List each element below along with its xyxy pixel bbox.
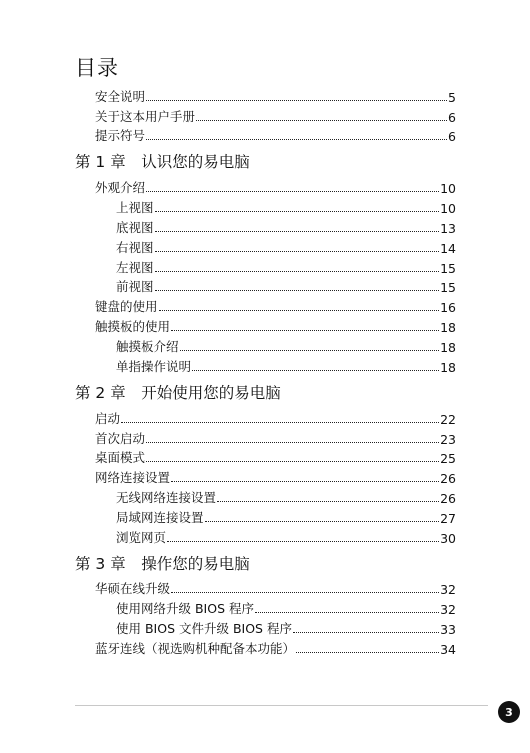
dot-leader bbox=[155, 290, 440, 291]
toc-entry-label: 网络连接设置 bbox=[95, 470, 171, 485]
dot-leader bbox=[293, 632, 439, 633]
toc-entry-label: 使用 BIOS 文件升级 BIOS 程序 bbox=[116, 621, 292, 636]
page-number-badge: 3 bbox=[498, 701, 520, 723]
dot-leader bbox=[196, 120, 447, 121]
dot-leader bbox=[155, 251, 440, 252]
toc-entry-page: 14 bbox=[440, 241, 456, 256]
chapter-3-heading[interactable]: 第 3 章 操作您的易电脑 bbox=[75, 555, 250, 573]
toc-entry-page: 18 bbox=[440, 340, 456, 355]
toc-entry-label: 使用网络升级 BIOS 程序 bbox=[116, 601, 254, 616]
footer-divider bbox=[75, 705, 488, 706]
toc-entry-page: 18 bbox=[440, 360, 456, 375]
toc-entry-front-view[interactable] bbox=[116, 275, 456, 295]
toc-entry-label: 浏览网页 bbox=[116, 530, 167, 545]
toc-entry-label: 键盘的使用 bbox=[95, 299, 158, 314]
dot-leader bbox=[192, 370, 439, 371]
toc-entry-page: 15 bbox=[440, 280, 456, 295]
page-title: 目录 bbox=[75, 56, 119, 80]
toc-entry-page: 6 bbox=[448, 110, 456, 125]
toc-entry-label: 底视图 bbox=[116, 220, 154, 235]
dot-leader bbox=[171, 481, 439, 482]
toc-entry-page: 26 bbox=[440, 491, 456, 506]
dot-leader bbox=[155, 231, 440, 232]
toc-entry-left-view[interactable] bbox=[116, 256, 456, 276]
toc-entry-label: 关于这本用户手册 bbox=[95, 109, 196, 124]
toc-entry-page: 23 bbox=[440, 432, 456, 447]
toc-entry-lan[interactable] bbox=[116, 506, 456, 526]
toc-entry-page: 15 bbox=[440, 261, 456, 276]
toc-entry-page: 10 bbox=[440, 181, 456, 196]
toc-entry-label: 单指操作说明 bbox=[116, 359, 192, 374]
dot-leader bbox=[146, 139, 447, 140]
dot-leader bbox=[217, 501, 439, 502]
dot-leader bbox=[146, 442, 439, 443]
toc-entry-network-settings[interactable] bbox=[95, 466, 456, 486]
toc-entry-first-startup[interactable] bbox=[95, 427, 456, 447]
toc-entry-label: 首次启动 bbox=[95, 431, 146, 446]
toc-entry-label: 外观介绍 bbox=[95, 180, 146, 195]
toc-entry-safety[interactable] bbox=[95, 85, 456, 105]
dot-leader bbox=[171, 330, 439, 331]
dot-leader bbox=[180, 350, 440, 351]
toc-entry-label: 华硕在线升级 bbox=[95, 581, 171, 596]
toc-entry-single-finger[interactable] bbox=[116, 355, 456, 375]
toc-entry-bottom-view[interactable] bbox=[116, 216, 456, 236]
toc-entry-label: 安全说明 bbox=[95, 89, 146, 104]
toc-entry-label: 无线网络连接设置 bbox=[116, 490, 217, 505]
toc-entry-exterior[interactable] bbox=[95, 176, 456, 196]
toc-entry-bluetooth[interactable] bbox=[95, 637, 456, 657]
chapter-1-heading[interactable]: 第 1 章 认识您的易电脑 bbox=[75, 153, 250, 171]
toc-entry-keyboard[interactable] bbox=[95, 295, 456, 315]
dot-leader bbox=[255, 612, 439, 613]
toc-entry-label: 左视图 bbox=[116, 260, 154, 275]
dot-leader bbox=[205, 521, 440, 522]
toc-entry-touchpad[interactable] bbox=[95, 315, 456, 335]
dot-leader bbox=[171, 592, 439, 593]
toc-entry-bios-file[interactable] bbox=[116, 617, 456, 637]
toc-entry-page: 6 bbox=[448, 129, 456, 144]
toc-entry-page: 26 bbox=[440, 471, 456, 486]
toc-entry-online-update[interactable] bbox=[95, 577, 456, 597]
toc-entry-label: 右视图 bbox=[116, 240, 154, 255]
toc-entry-page: 30 bbox=[440, 531, 456, 546]
toc-entry-label: 触摸板的使用 bbox=[95, 319, 171, 334]
toc-entry-top-view[interactable] bbox=[116, 196, 456, 216]
toc-entry-right-view[interactable] bbox=[116, 236, 456, 256]
toc-entry-page: 33 bbox=[440, 622, 456, 637]
toc-entry-startup[interactable] bbox=[95, 407, 456, 427]
toc-entry-browse-web[interactable] bbox=[116, 526, 456, 546]
dot-leader bbox=[155, 271, 440, 272]
toc-entry-label: 蓝牙连线（视选购机种配备本功能） bbox=[95, 641, 296, 656]
dot-leader bbox=[146, 461, 439, 462]
toc-entry-bios-network[interactable] bbox=[116, 597, 456, 617]
chapter-2-heading[interactable]: 第 2 章 开始使用您的易电脑 bbox=[75, 384, 281, 402]
dot-leader bbox=[146, 191, 439, 192]
toc-entry-page: 13 bbox=[440, 221, 456, 236]
toc-entry-about-manual[interactable] bbox=[95, 105, 456, 125]
toc-entry-page: 18 bbox=[440, 320, 456, 335]
toc-entry-label: 桌面模式 bbox=[95, 450, 146, 465]
toc-entry-label: 前视图 bbox=[116, 279, 154, 294]
toc-entry-label: 触摸板介绍 bbox=[116, 339, 179, 354]
toc-entry-page: 32 bbox=[440, 602, 456, 617]
toc-entry-desktop-mode[interactable] bbox=[95, 446, 456, 466]
toc-entry-page: 5 bbox=[448, 90, 456, 105]
toc-entry-label: 启动 bbox=[95, 411, 121, 426]
toc-entry-page: 22 bbox=[440, 412, 456, 427]
dot-leader bbox=[155, 211, 440, 212]
toc-entry-symbols[interactable] bbox=[95, 124, 456, 144]
toc-entry-label: 局域网连接设置 bbox=[116, 510, 204, 525]
toc-entry-label: 提示符号 bbox=[95, 128, 146, 143]
dot-leader bbox=[146, 100, 447, 101]
toc-entry-label: 上视图 bbox=[116, 200, 154, 215]
toc-entry-page: 25 bbox=[440, 451, 456, 466]
dot-leader bbox=[121, 422, 439, 423]
dot-leader bbox=[296, 652, 439, 653]
dot-leader bbox=[159, 310, 440, 311]
dot-leader bbox=[167, 541, 439, 542]
toc-entry-page: 16 bbox=[440, 300, 456, 315]
toc-entry-page: 32 bbox=[440, 582, 456, 597]
toc-entry-wireless[interactable] bbox=[116, 486, 456, 506]
toc-entry-touchpad-intro[interactable] bbox=[116, 335, 456, 355]
toc-entry-page: 27 bbox=[440, 511, 456, 526]
toc-entry-page: 10 bbox=[440, 201, 456, 216]
toc-entry-page: 34 bbox=[440, 642, 456, 657]
